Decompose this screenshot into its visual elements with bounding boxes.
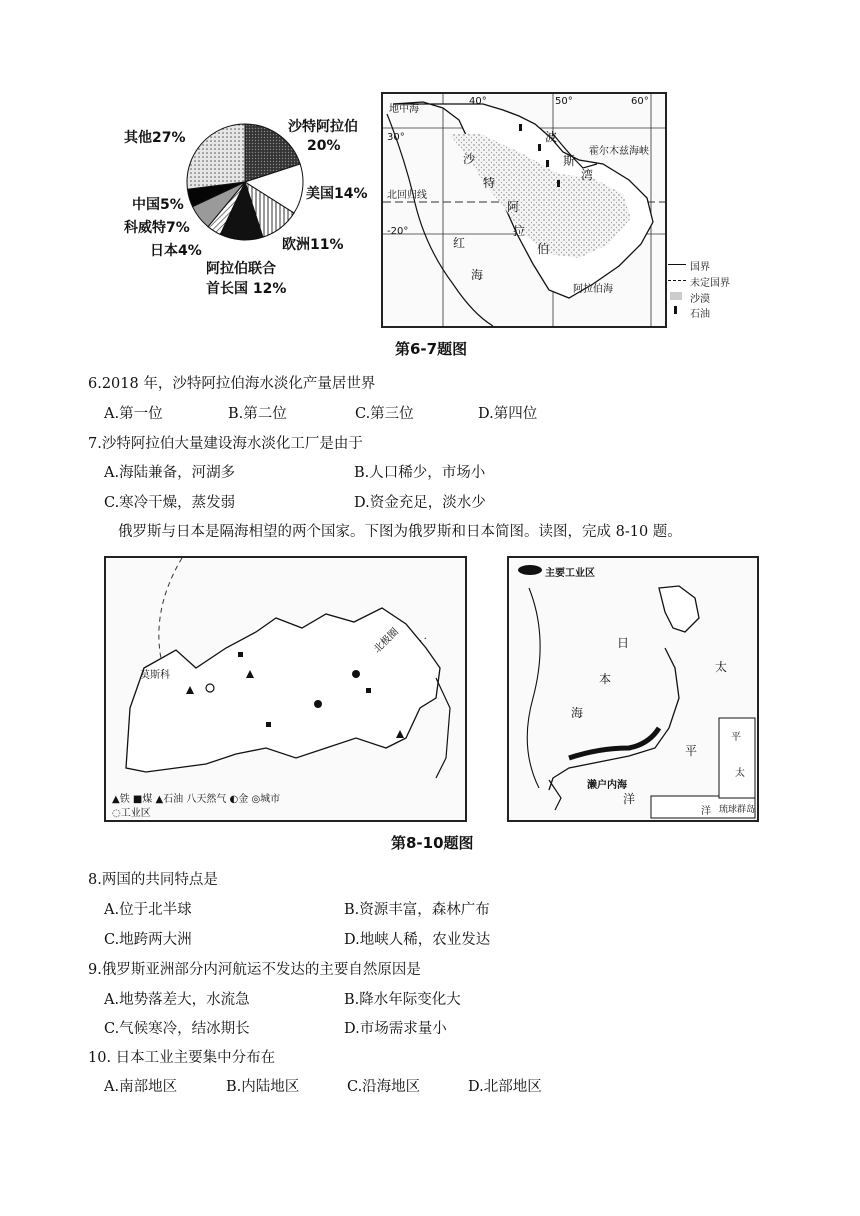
map-label-60deg: 60° (631, 96, 649, 107)
russia-map-graphic (106, 558, 465, 820)
question-10-option-d[interactable]: D.北部地区 (468, 1079, 542, 1095)
map-label-saudi-2: 特 (483, 176, 496, 190)
russia-map (104, 556, 467, 822)
japan-label-sea-1: 日 (617, 636, 630, 650)
japan-label-sea-3: 海 (571, 706, 584, 720)
question-7-option-c[interactable]: C.寒冷干燥，蒸发弱 (104, 495, 236, 511)
japan-label-sea-2: 本 (599, 672, 612, 686)
japan-label-inset-pacific-2: 太 (735, 768, 745, 779)
legend-desert: 沙漠 (690, 294, 710, 305)
question-6-option-c[interactable]: C.第三位 (355, 406, 414, 422)
legend-oil: 石油 (690, 309, 710, 320)
question-9-stem: 9.俄罗斯亚洲部分内河航运不发达的主要自然原因是 (88, 962, 421, 978)
question-10-stem: 10. 日本工业主要集中分布在 (88, 1050, 276, 1066)
pie-label-usa: 美国14% (306, 186, 368, 202)
map-label-gulf-3: 湾 (581, 168, 594, 182)
figure-caption-8-10: 第8-10题图 (391, 834, 474, 852)
map-label-gulf-2: 斯 (563, 154, 576, 168)
question-6-stem: 6.2018 年，沙特阿拉伯海水淡化产量居世界 (88, 376, 376, 392)
pie-label-other: 其他27% (124, 130, 186, 146)
pie-slice-7 (187, 124, 245, 189)
legend-undefined-border: 未定国界 (690, 278, 730, 289)
map-label-saudi-4: 拉 (513, 224, 526, 238)
russia-legend-industrial: ◌工业区 (112, 808, 151, 819)
japan-legend-industrial: 主要工业区 (545, 568, 595, 579)
map-label-tropic: 北回归线 (387, 190, 427, 201)
question-7-option-b[interactable]: B.人口稀少，市场小 (354, 465, 486, 481)
question-7-stem: 7.沙特阿拉伯大量建设海水淡化工厂是由于 (88, 436, 363, 452)
map-label-20deg: -20° (387, 226, 409, 237)
map-label-40deg: 40° (469, 96, 487, 107)
question-8-stem: 8.两国的共同特点是 (88, 872, 218, 888)
question-6-option-d[interactable]: D.第四位 (478, 406, 538, 422)
oil-icon (674, 306, 677, 314)
map-label-gulf-1: 波 (545, 130, 558, 144)
pie-label-saudi-value: 20% (307, 138, 341, 154)
map-label-hormuz: 霍尔木兹海峡 (589, 146, 649, 157)
map-label-arabian-sea: 阿拉伯海 (573, 284, 613, 295)
pie-chart-figure (110, 100, 380, 310)
arabian-map-legend (668, 262, 748, 322)
japan-label-pacific-2: 平 (685, 744, 698, 758)
japan-label-ryukyu: 琉球群岛 (719, 805, 756, 815)
figure-caption-6-7: 第6-7题图 (395, 340, 468, 358)
question-10-option-c[interactable]: C.沿海地区 (347, 1079, 421, 1095)
legend-border: 国界 (690, 262, 710, 273)
question-6-option-b[interactable]: B.第二位 (228, 406, 287, 422)
question-9-option-b[interactable]: B.降水年际变化大 (344, 992, 461, 1008)
question-9-option-d[interactable]: D.市场需求量小 (344, 1021, 447, 1037)
map-label-50deg: 50° (555, 96, 573, 107)
pie-label-europe: 欧洲11% (282, 237, 344, 253)
russia-label-moscow: 莫斯科 (140, 670, 170, 681)
pie-label-kuwait: 科威特7% (124, 220, 190, 236)
pie-label-saudi: 沙特阿拉伯 (288, 119, 358, 135)
map-label-saudi-5: 伯 (537, 242, 550, 256)
japan-label-inset-pacific-1: 平 (731, 732, 741, 743)
question-8-option-c[interactable]: C.地跨两大洲 (104, 932, 192, 948)
map-label-saudi-1: 沙 (463, 152, 476, 166)
question-9-option-c[interactable]: C.气候寒冷，结冰期长 (104, 1021, 250, 1037)
russia-label-arctic-circle: 北极圈 (371, 626, 401, 656)
japan-label-pacific-3: 洋 (623, 792, 636, 806)
japan-map-graphic (509, 558, 757, 820)
question-9-option-a[interactable]: A.地势落差大，水流急 (104, 992, 250, 1008)
russia-legend: ▲铁 ■煤 ▲石油 八天然气 ◐金 ◎城市 (112, 794, 281, 805)
pie-label-china: 中国5% (132, 197, 184, 213)
japan-label-inset-pacific-3: 洋 (701, 806, 711, 817)
japan-map (507, 556, 759, 822)
japan-label-setonaikai: 濑户内海 (587, 780, 627, 791)
map-label-30deg: 30° (387, 132, 405, 143)
question-10-option-b[interactable]: B.内陆地区 (226, 1079, 300, 1095)
question-6-option-a[interactable]: A.第一位 (104, 406, 163, 422)
pie-label-japan: 日本4% (150, 243, 202, 259)
map-label-red-sea-2: 海 (471, 268, 484, 282)
map-label-red-sea-1: 红 (453, 236, 466, 250)
question-8-option-b[interactable]: B.资源丰富，森林广布 (344, 902, 490, 918)
question-10-option-a[interactable]: A.南部地区 (104, 1079, 178, 1095)
arabian-peninsula-map (381, 92, 667, 328)
question-8-option-d[interactable]: D.地峡人稀，农业发达 (344, 932, 491, 948)
arabian-map-graphic (383, 94, 665, 326)
map-label-mediterranean: 地中海 (389, 104, 419, 115)
japan-label-pacific-1: 太 (715, 660, 728, 674)
question-7-option-d[interactable]: D.资金充足，淡水少 (354, 495, 486, 511)
intro-paragraph-8-10: 俄罗斯与日本是隔海相望的两个国家。下图为俄罗斯和日本简图。读图，完成 8-10 题。 (118, 524, 682, 540)
map-label-saudi-3: 阿 (507, 200, 520, 214)
pie-label-uae-value: 首长国 12% (206, 281, 287, 297)
question-7-option-a[interactable]: A.海陆兼备，河湖多 (104, 465, 236, 481)
question-8-option-a[interactable]: A.位于北半球 (104, 902, 192, 918)
pie-label-uae: 阿拉伯联合 (206, 261, 276, 277)
